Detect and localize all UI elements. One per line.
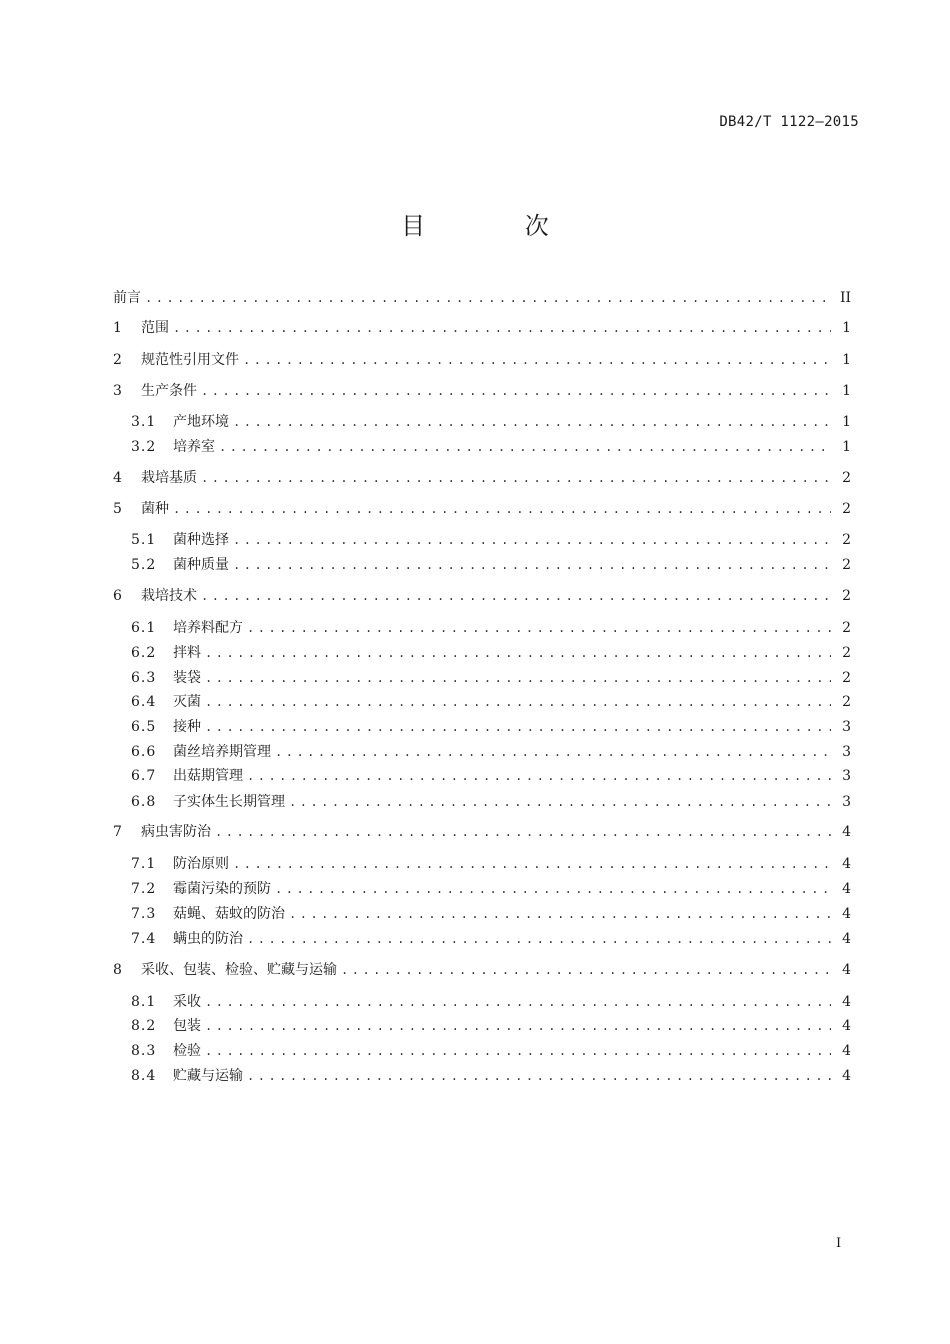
toc-entry[interactable] <box>131 766 851 786</box>
toc-entry-label: 培养料配方 <box>173 620 243 636</box>
toc-entry[interactable] <box>113 468 851 488</box>
toc-entry-number: 3 <box>113 383 122 399</box>
toc-entry[interactable] <box>113 288 851 308</box>
toc-entry[interactable] <box>131 437 851 457</box>
toc-entry-page: 2 <box>842 670 851 686</box>
toc-entry[interactable] <box>131 1016 851 1036</box>
toc-entry-page: 4 <box>842 931 851 947</box>
toc-entry-label: 装袋 <box>173 670 201 686</box>
toc-entry-page: 2 <box>842 532 851 548</box>
toc-entry-number: 3.2 <box>131 439 157 455</box>
toc-dot-leader <box>205 1016 831 1036</box>
toc-entry-label: 栽培技术 <box>141 588 197 604</box>
toc-entry-label: 贮藏与运输 <box>173 1068 243 1084</box>
toc-entry-page: II <box>839 290 851 306</box>
toc-entry-number: 8.4 <box>131 1068 157 1084</box>
toc-entry-label: 菌种 <box>141 501 169 517</box>
toc-entry-number: 6.7 <box>131 768 157 784</box>
toc-entry[interactable] <box>131 854 851 874</box>
toc-entry-page: 1 <box>842 352 851 368</box>
page-number: I <box>836 1236 842 1251</box>
toc-entry-number: 7 <box>113 824 122 840</box>
toc-dot-leader <box>247 1066 831 1086</box>
toc-entry-number: 8.3 <box>131 1043 157 1059</box>
toc-entry-label: 螨虫的防治 <box>173 931 243 947</box>
toc-entry[interactable] <box>113 381 851 401</box>
toc-entry-number: 6.6 <box>131 744 157 760</box>
toc-entry-number: 8.1 <box>131 994 157 1010</box>
toc-entry[interactable] <box>131 904 851 924</box>
toc-entry[interactable] <box>131 412 851 432</box>
toc-entry[interactable] <box>131 1041 851 1061</box>
toc-dot-leader <box>233 412 831 432</box>
toc-dot-leader <box>247 618 831 638</box>
toc-entry-number: 6.8 <box>131 794 157 810</box>
toc-entry-page: 3 <box>842 744 851 760</box>
toc-dot-leader <box>247 929 831 949</box>
toc-entry-label: 拌料 <box>173 645 201 661</box>
toc-entry-label: 灭菌 <box>173 694 201 710</box>
toc-entry-page: 3 <box>842 794 851 810</box>
toc-entry-number: 5.2 <box>131 557 157 573</box>
toc-entry-label: 防治原则 <box>173 856 229 872</box>
toc-dot-leader <box>145 288 831 308</box>
toc-entry-label: 子实体生长期管理 <box>173 794 285 810</box>
toc-entry-label: 菌种选择 <box>173 532 229 548</box>
toc-entry[interactable] <box>113 499 851 519</box>
toc-entry-label: 采收、包装、检验、贮藏与运输 <box>141 962 337 978</box>
toc-dot-leader <box>205 717 831 737</box>
toc-entry-page: 4 <box>842 1068 851 1084</box>
toc-entry-number: 6.4 <box>131 694 157 710</box>
toc-entry-number: 7.1 <box>131 856 157 872</box>
toc-dot-leader <box>201 468 831 488</box>
toc-entry-page: 4 <box>842 824 851 840</box>
toc-dot-leader <box>201 381 831 401</box>
page-title: 目 次 <box>401 212 595 240</box>
toc-entry-number: 5 <box>113 501 122 517</box>
toc-entry[interactable] <box>113 350 851 370</box>
toc-entry-label: 霉菌污染的预防 <box>173 881 271 897</box>
toc-dot-leader <box>289 792 831 812</box>
toc-entry-page: 2 <box>842 588 851 604</box>
toc-entry-number: 6.2 <box>131 645 157 661</box>
toc-entry-page: 4 <box>842 881 851 897</box>
toc-dot-leader <box>201 586 831 606</box>
toc-entry-number: 6 <box>113 588 122 604</box>
toc-entry-number: 8.2 <box>131 1018 157 1034</box>
toc-dot-leader <box>205 668 831 688</box>
toc-entry[interactable] <box>131 879 851 899</box>
toc-dot-leader <box>173 318 831 338</box>
toc-entry-label: 病虫害防治 <box>141 824 211 840</box>
toc-dot-leader <box>247 766 831 786</box>
toc-entry[interactable] <box>131 555 851 575</box>
toc-entry-label: 产地环境 <box>173 414 229 430</box>
toc-entry-label: 接种 <box>173 719 201 735</box>
toc-entry-number: 8 <box>113 962 122 978</box>
toc-dot-leader <box>205 643 831 663</box>
toc-entry-page: 2 <box>842 501 851 517</box>
toc-entry-label: 前言 <box>113 290 141 306</box>
toc-entry[interactable] <box>131 742 851 762</box>
toc-dot-leader <box>173 499 831 519</box>
toc-entry-label: 出菇期管理 <box>173 768 243 784</box>
toc-dot-leader <box>289 904 831 924</box>
toc-dot-leader <box>205 1041 831 1061</box>
toc-entry-number: 1 <box>113 320 122 336</box>
toc-entry-page: 1 <box>842 439 851 455</box>
toc-entry-page: 2 <box>842 620 851 636</box>
toc-entry-label: 范围 <box>141 320 169 336</box>
toc-entry[interactable] <box>131 692 851 712</box>
toc-dot-leader <box>215 822 831 842</box>
toc-entry-page: 2 <box>842 470 851 486</box>
toc-dot-leader <box>233 854 831 874</box>
toc-entry[interactable] <box>113 960 851 980</box>
toc-entry-page: 4 <box>842 962 851 978</box>
toc-entry-page: 4 <box>842 1043 851 1059</box>
toc-entry-number: 7.3 <box>131 906 157 922</box>
toc-entry-page: 2 <box>842 694 851 710</box>
toc-entry[interactable] <box>131 643 851 663</box>
toc-entry-page: 2 <box>842 645 851 661</box>
toc-entry[interactable] <box>113 822 851 842</box>
toc-entry-number: 7.2 <box>131 881 157 897</box>
toc-entry[interactable] <box>131 618 851 638</box>
toc-entry[interactable] <box>131 668 851 688</box>
toc-entry-label: 菇蝇、菇蚊的防治 <box>173 906 285 922</box>
toc-entry-page: 4 <box>842 906 851 922</box>
toc-dot-leader <box>275 879 831 899</box>
toc-entry-label: 规范性引用文件 <box>141 352 239 368</box>
toc-entry-label: 包装 <box>173 1018 201 1034</box>
toc-entry-page: 1 <box>842 383 851 399</box>
toc-entry[interactable] <box>113 586 851 606</box>
toc-dot-leader <box>275 742 831 762</box>
toc-entry-page: 4 <box>842 994 851 1010</box>
toc-entry-number: 2 <box>113 352 122 368</box>
toc-entry-label: 生产条件 <box>141 383 197 399</box>
toc-dot-leader <box>205 692 831 712</box>
toc-entry[interactable] <box>131 717 851 737</box>
toc-entry-page: 2 <box>842 557 851 573</box>
toc-entry-page: 4 <box>842 856 851 872</box>
toc-dot-leader <box>341 960 831 980</box>
document-code: DB42/T 1122—2015 <box>719 114 859 130</box>
toc-entry-label: 栽培基质 <box>141 470 197 486</box>
toc-entry-label: 采收 <box>173 994 201 1010</box>
toc-entry-number: 6.1 <box>131 620 157 636</box>
toc-entry[interactable] <box>113 318 851 338</box>
toc-dot-leader <box>219 437 831 457</box>
toc-entry-page: 3 <box>842 768 851 784</box>
toc-entry-number: 6.5 <box>131 719 157 735</box>
toc-entry[interactable] <box>131 1066 851 1086</box>
toc-dot-leader <box>205 992 831 1012</box>
toc-entry[interactable] <box>131 530 851 550</box>
toc-entry-number: 7.4 <box>131 931 157 947</box>
toc-entry[interactable] <box>131 792 851 812</box>
toc-entry-label: 检验 <box>173 1043 201 1059</box>
toc-entry-number: 5.1 <box>131 532 157 548</box>
toc-dot-leader <box>243 350 831 370</box>
toc-entry-page: 1 <box>842 414 851 430</box>
toc-entry-page: 1 <box>842 320 851 336</box>
toc-dot-leader <box>233 530 831 550</box>
toc-entry-number: 3.1 <box>131 414 157 430</box>
toc-entry-page: 4 <box>842 1018 851 1034</box>
toc-entry[interactable] <box>131 992 851 1012</box>
toc-dot-leader <box>233 555 831 575</box>
toc-entry-page: 3 <box>842 719 851 735</box>
toc-entry-label: 菌丝培养期管理 <box>173 744 271 760</box>
toc-entry-number: 6.3 <box>131 670 157 686</box>
toc-entry-label: 培养室 <box>173 439 215 455</box>
toc-entry-label: 菌种质量 <box>173 557 229 573</box>
toc-entry-number: 4 <box>113 470 122 486</box>
toc-entry[interactable] <box>131 929 851 949</box>
